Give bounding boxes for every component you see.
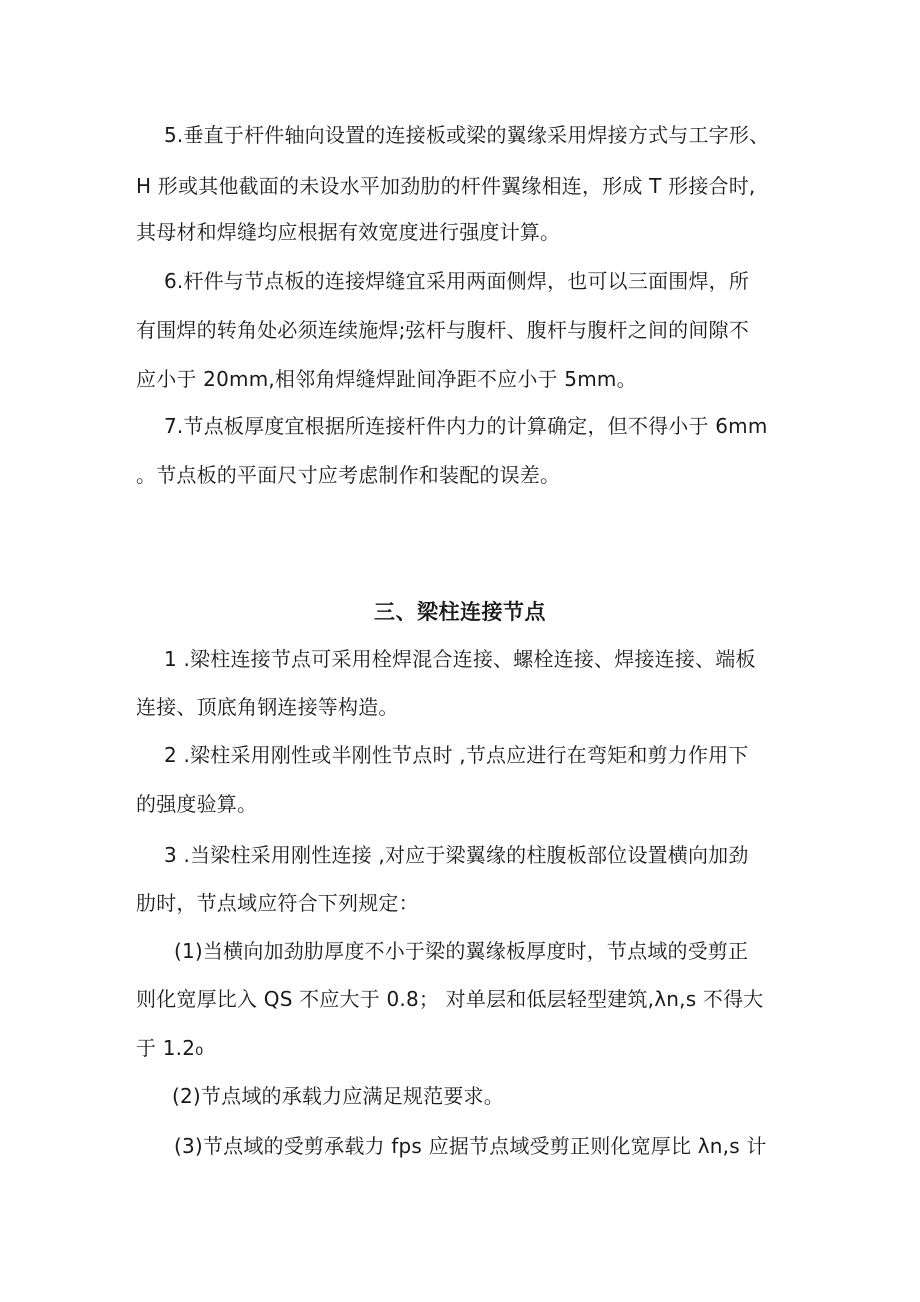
- paragraph-6-line-3: 应小于 20mm,相邻角焊缝焊趾间净距不应小于 5mm。: [136, 367, 637, 391]
- paragraph-5-line-1: 5.垂直于杆件轴向设置的连接板或梁的翼缘采用焊接方式与工字形、: [164, 123, 770, 147]
- item-2-line-2: 的强度验算。: [136, 792, 258, 816]
- subitem-3-line-1: (3)节点域的受剪承载力 fps 应据节点域受剪正则化宽厚比 λn,s 计: [174, 1134, 767, 1158]
- item-3-line-2: 肋时，节点域应符合下列规定：: [136, 891, 419, 915]
- paragraph-5-line-2: H 形或其他截面的未设水平加劲肋的杆件翼缘相连，形成 T 形接合时,: [136, 174, 756, 198]
- subitem-1-line-2: 则化宽厚比入 QS 不应大于 0.8； 对单层和低层轻型建筑,λn,s 不得大: [136, 987, 764, 1011]
- paragraph-6-line-1: 6.杆件与节点板的连接焊缝宜采用两面侧焊，也可以三面围焊，所: [164, 269, 750, 293]
- paragraph-7-line-2: 。节点板的平面尺寸应考虑制作和装配的误差。: [136, 463, 561, 487]
- item-1-line-1: 1 .梁柱连接节点可采用栓焊混合连接、螺栓连接、焊接连接、端板: [164, 647, 756, 671]
- paragraph-7-line-1: 7.节点板厚度宜根据所连接杆件内力的计算确定，但不得小于 6mm: [164, 414, 768, 438]
- subitem-1-line-3: 于 1.2₀: [136, 1036, 204, 1060]
- section-heading: 三、梁柱连接节点: [374, 600, 546, 624]
- item-1-line-2: 连接、顶底角钢连接等构造。: [136, 695, 399, 719]
- subitem-2-line-1: (2)节点域的承载力应满足规范要求。: [172, 1084, 504, 1108]
- subitem-1-line-1: (1)当横向加劲肋厚度不小于梁的翼缘板厚度时，节点域的受剪正: [174, 939, 749, 963]
- item-2-line-1: 2 .梁柱采用刚性或半刚性节点时 ,节点应进行在弯矩和剪力作用下: [164, 743, 749, 767]
- item-3-line-1: 3 .当梁柱采用刚性连接 ,对应于梁翼缘的柱腹板部位设置横向加劲: [164, 843, 749, 867]
- paragraph-5-line-3: 其母材和焊缝均应根据有效宽度进行强度计算。: [136, 220, 561, 244]
- paragraph-6-line-2: 有围焊的转角处必须连续施焊;弦杆与腹杆、腹杆与腹杆之间的间隙不: [136, 318, 749, 342]
